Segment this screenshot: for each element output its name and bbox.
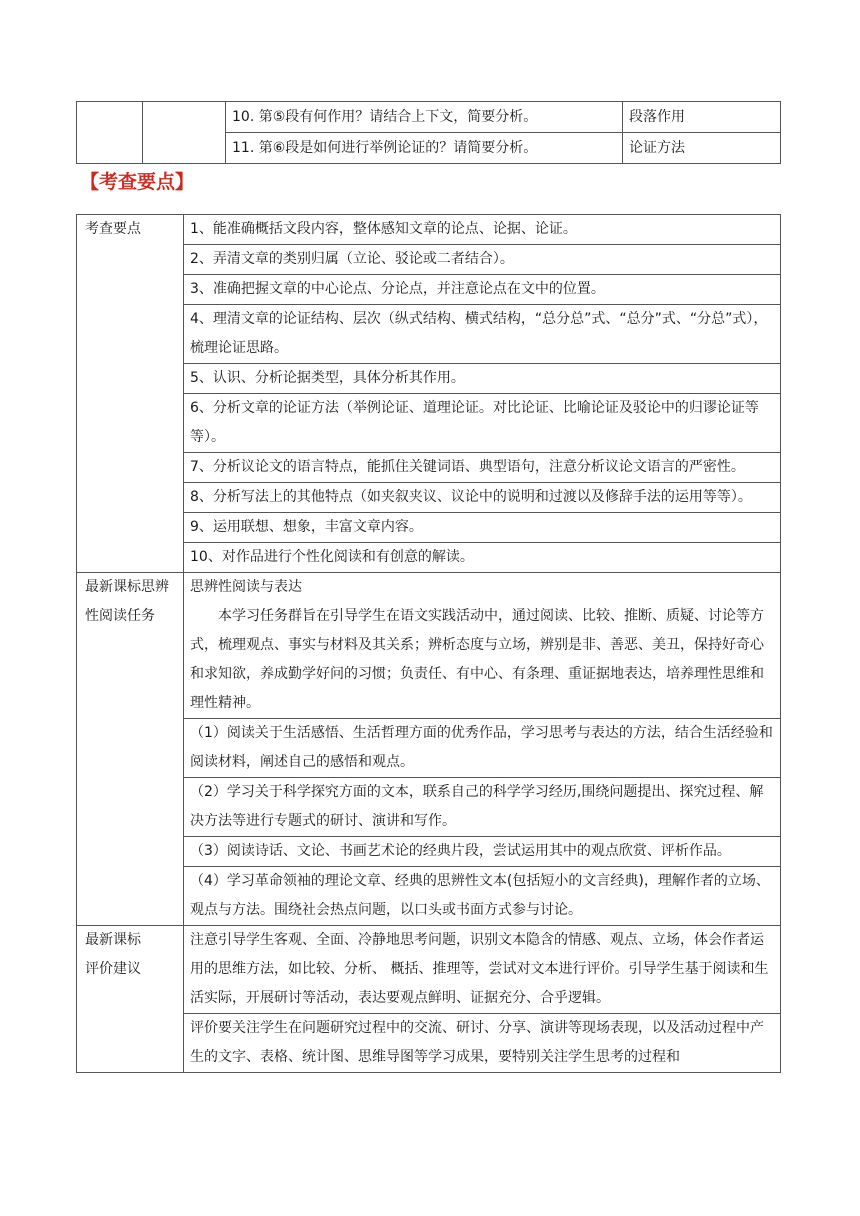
- section-heading: 【考查要点】: [80, 171, 195, 193]
- point-item: 5、认识、分析论据类型，具体分析其作用。: [184, 364, 781, 394]
- task-item: （3）阅读诗话、文论、书画艺术论的经典片段，尝试运用其中的观点欣赏、评析作品。: [184, 837, 781, 867]
- key-points-table: [76, 214, 781, 1073]
- task-title: 思辨性阅读与表达: [190, 579, 302, 595]
- point-item: 2、弄清文章的类别归属（立论、驳论或二者结合）。: [184, 245, 781, 275]
- question-cell: 11. 第⑥段是如何进行举例论证的？请简要分析。: [226, 133, 623, 164]
- point-item: 1、能准确概括文段内容，整体感知文章的论点、论据、论证。: [184, 215, 781, 245]
- point-item: 4、理清文章的论证结构、层次（纵式结构、横式结构，“总分总”式、“总分”式、“分总”式），梳理论证思路。: [184, 305, 781, 364]
- empty-cell: [143, 102, 226, 164]
- point-item: 6、分析文章的论证方法（举例论证、道理论证。对比论证、比喻论证及驳论中的归谬论证等等）。: [184, 394, 781, 453]
- table-row: [77, 926, 781, 1014]
- point-item: 7、分析议论文的语言特点，能抓住关键词语、典型语句，注意分析议论文语言的严密性。: [184, 453, 781, 483]
- points-label: 考查要点: [77, 215, 184, 573]
- point-item: 8、分析写法上的其他特点（如夹叙夹议、议论中的说明和过渡以及修辞手法的运用等等）。: [184, 483, 781, 513]
- table-row: [77, 573, 781, 719]
- task-item: （1）阅读关于生活感悟、生活哲理方面的优秀作品，学习思考与表达的方法，结合生活经验和阅读材料，阐述自己的感悟和观点。: [184, 719, 781, 778]
- point-item: 10、对作品进行个性化阅读和有创意的解读。: [184, 543, 781, 573]
- question-cell: 10. 第⑤段有何作用？请结合上下文，简要分析。: [226, 102, 623, 133]
- question-type-cell: 论证方法: [623, 133, 781, 164]
- table-row: [77, 102, 781, 133]
- question-type-cell: 段落作用: [623, 102, 781, 133]
- table-row: [77, 215, 781, 245]
- eval-label-line: 评价建议: [85, 961, 141, 977]
- task-item: （4）学习革命领袖的理论文章、经典的思辨性文本(包括短小的文言经典)，理解作者的立场、观点与方法。围绕社会热点问题，以口头或书面方式参与讨论。: [184, 867, 781, 926]
- eval-label: [77, 926, 184, 1073]
- point-item: 9、运用联想、想象，丰富文章内容。: [184, 513, 781, 543]
- task-item: （2）学习关于科学探究方面的文本，联系自己的科学学习经历,围绕问题提出、探究过程、解决方法等进行专题式的研讨、演讲和写作。: [184, 778, 781, 837]
- eval-item: 注意引导学生客观、全面、冷静地思考问题，识别文本隐含的情感、观点、立场，体会作者运用的思维方法，如比较、分析、 概括、推理等，尝试对文本进行评价。引导学生基于阅读和生活实际，开展研讨等活动，表达要观点鲜明、证据充分、合乎逻辑。: [184, 926, 781, 1014]
- task-label: 最新课标思辨性阅读任务: [77, 573, 184, 926]
- eval-label-line: 最新课标: [85, 932, 141, 948]
- task-intro-cell: [184, 573, 781, 719]
- question-table: [76, 101, 781, 164]
- eval-item: 评价要关注学生在问题研究过程中的交流、研讨、分享、演讲等现场表现，以及活动过程中产生的文字、表格、统计图、思维导图等学习成果，要特别关注学生思考的过程和: [184, 1014, 781, 1073]
- empty-cell: [77, 102, 143, 164]
- point-item: 3、准确把握文章的中心论点、分论点，并注意论点在文中的位置。: [184, 275, 781, 305]
- task-intro: 本学习任务群旨在引导学生在语文实践活动中，通过阅读、比较、推断、质疑、讨论等方式，梳理观点、事实与材料及其关系；辨析态度与立场，辨别是非、善恶、美丑，保持好奇心和求知欲，养成勤学好问的习惯；负责任、有中心、有条理、重证据地表达，培养理性思维和理性精神。: [190, 608, 764, 711]
